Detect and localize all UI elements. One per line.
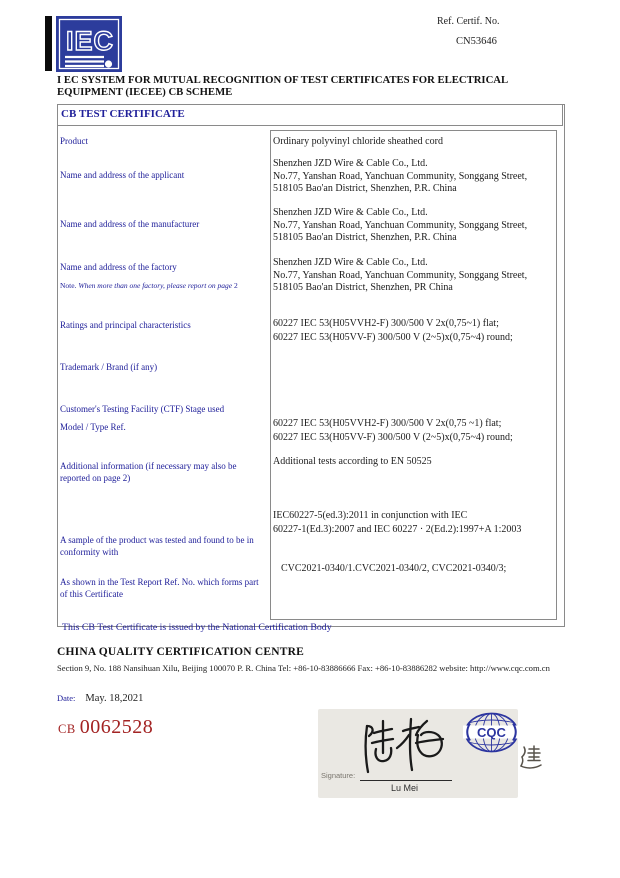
label-model: Model / Type Ref. <box>60 422 126 432</box>
label-trademark: Trademark / Brand (if any) <box>60 362 158 372</box>
label-product: Product <box>60 136 88 146</box>
ncb-name: CHINA QUALITY CERTIFICATION CENTRE <box>57 646 304 658</box>
value-ratings <box>273 317 553 345</box>
signature-line <box>360 780 452 781</box>
factory-note <box>60 281 270 290</box>
logo-left-bar <box>45 16 52 71</box>
cqc-logo-text: CQC <box>477 725 506 740</box>
label-test-report: As shown in the Test Report Ref. No. which forms part of this Certificate <box>60 577 259 599</box>
label-applicant: Name and address of the applicant <box>60 170 185 180</box>
value-applicant <box>273 158 553 196</box>
date-row <box>57 693 143 704</box>
value-manufacturer-line3: 518105 Bao'an District, Shenzhen, P.R. China <box>273 232 457 244</box>
value-factory-line3: 518105 Bao'an District, Shenzhen, PR China <box>273 282 453 294</box>
cb-prefix: CB <box>58 722 76 736</box>
handwritten-signature <box>358 712 450 780</box>
signatory-name: Lu Mei <box>391 783 419 793</box>
ref-certif-number: CN53646 <box>456 36 497 47</box>
value-model-line1: 60227 IEC 53(H05VVH2-F) 300/500 V 2x(0,75 ~1) flat; <box>273 418 502 429</box>
value-model-line2: 60227 IEC 53(H05VV-F) 300/500 V (2~5)x(0,75~4) round; <box>273 432 513 443</box>
value-applicant-line1: Shenzhen JZD Wire & Cable Co., Ltd. <box>273 158 428 169</box>
iec-logo-text: IEC <box>66 26 115 56</box>
value-model <box>273 417 553 445</box>
label-ratings: Ratings and principal characteristics <box>60 320 191 330</box>
value-ratings-line1: 60227 IEC 53(H05VVH2-F) 300/500 V 2x(0,75~1) flat; <box>273 318 499 329</box>
cqc-logo-icon <box>461 710 522 755</box>
label-conformity: A sample of the product was tested and found to be in conformity with <box>60 535 254 557</box>
iec-logo-icon <box>56 16 122 72</box>
factory-note-prefix: Note. <box>60 281 77 290</box>
date-value: May. 18,2021 <box>85 693 144 704</box>
value-conformity <box>273 509 553 537</box>
value-applicant-line2: No.77, Yanshan Road, Yanchuan Community, Songgang Street, <box>273 170 528 182</box>
factory-note-text: When more than one factory, please report on page <box>78 281 233 290</box>
value-conformity-line1: IEC60227-5(ed.3):2011 in conjunction with IEC <box>273 510 468 521</box>
factory-note-page: 2 <box>234 281 238 290</box>
value-product: Ordinary polyvinyl chloride sheathed cord <box>273 136 443 147</box>
value-additional-info: Additional tests according to EN 50525 <box>273 456 432 467</box>
issued-note: This CB Test Certificate is issued by the National Certification Body <box>62 622 332 633</box>
value-conformity-line2: 60227-1(Ed.3):2007 and IEC 60227 · 2(Ed.2):1997+A 1:2003 <box>273 524 522 535</box>
iec-logo-dot <box>105 60 112 67</box>
signature-label: Signature: <box>321 771 356 780</box>
values-column-border <box>270 130 557 620</box>
label-factory: Name and address of the factory <box>60 262 177 272</box>
label-ctf: Customer's Testing Facility (CTF) Stage used <box>60 404 225 414</box>
value-manufacturer-line2: No.77, Yanshan Road, Yanchuan Community, Songgang Street, <box>273 219 528 231</box>
value-factory-line1: Shenzhen JZD Wire & Cable Co., Ltd. <box>273 257 428 268</box>
value-applicant-line3: 518105 Bao'an District, Shenzhen, P.R. China <box>273 183 457 195</box>
cb-certificate-number <box>58 716 153 739</box>
value-ratings-line2: 60227 IEC 53(H05VV-F) 300/500 V (2~5)x(0,75~4) round; <box>273 332 513 343</box>
label-manufacturer: Name and address of the manufacturer <box>60 219 200 229</box>
value-factory-line2: No.77, Yanshan Road, Yanchuan Community, Songgang Street, <box>273 269 528 281</box>
value-test-report: CVC2021-0340/1.CVC2021-0340/2, CVC2021-0340/3; <box>281 563 507 574</box>
certificate-title: CB TEST CERTIFICATE <box>57 104 563 126</box>
ncb-address: Section 9, No. 188 Nansihuan Xilu, Beijing 100070 P. R. China Tel: +86-10-83886666 Fax: +86-10-83886282 website: http://www.cqc.com.cn <box>57 663 550 673</box>
scheme-title: I EC SYSTEM FOR MUTUAL RECOGNITION OF TEST CERTIFICATES FOR ELECTRICAL EQUIPMENT (IECEE) CB SCHEME <box>57 74 508 98</box>
value-factory <box>273 257 553 295</box>
value-manufacturer-line1: Shenzhen JZD Wire & Cable Co., Ltd. <box>273 207 428 218</box>
stamp-character-jian-icon <box>518 743 544 771</box>
ref-certif-label: Ref. Certif. No. <box>437 16 500 27</box>
value-manufacturer <box>273 207 553 245</box>
label-additional-info: Additional information (if necessary may also be reported on page 2) <box>60 461 237 483</box>
cb-number: 0062528 <box>79 716 154 738</box>
date-label: Date: <box>57 693 76 703</box>
